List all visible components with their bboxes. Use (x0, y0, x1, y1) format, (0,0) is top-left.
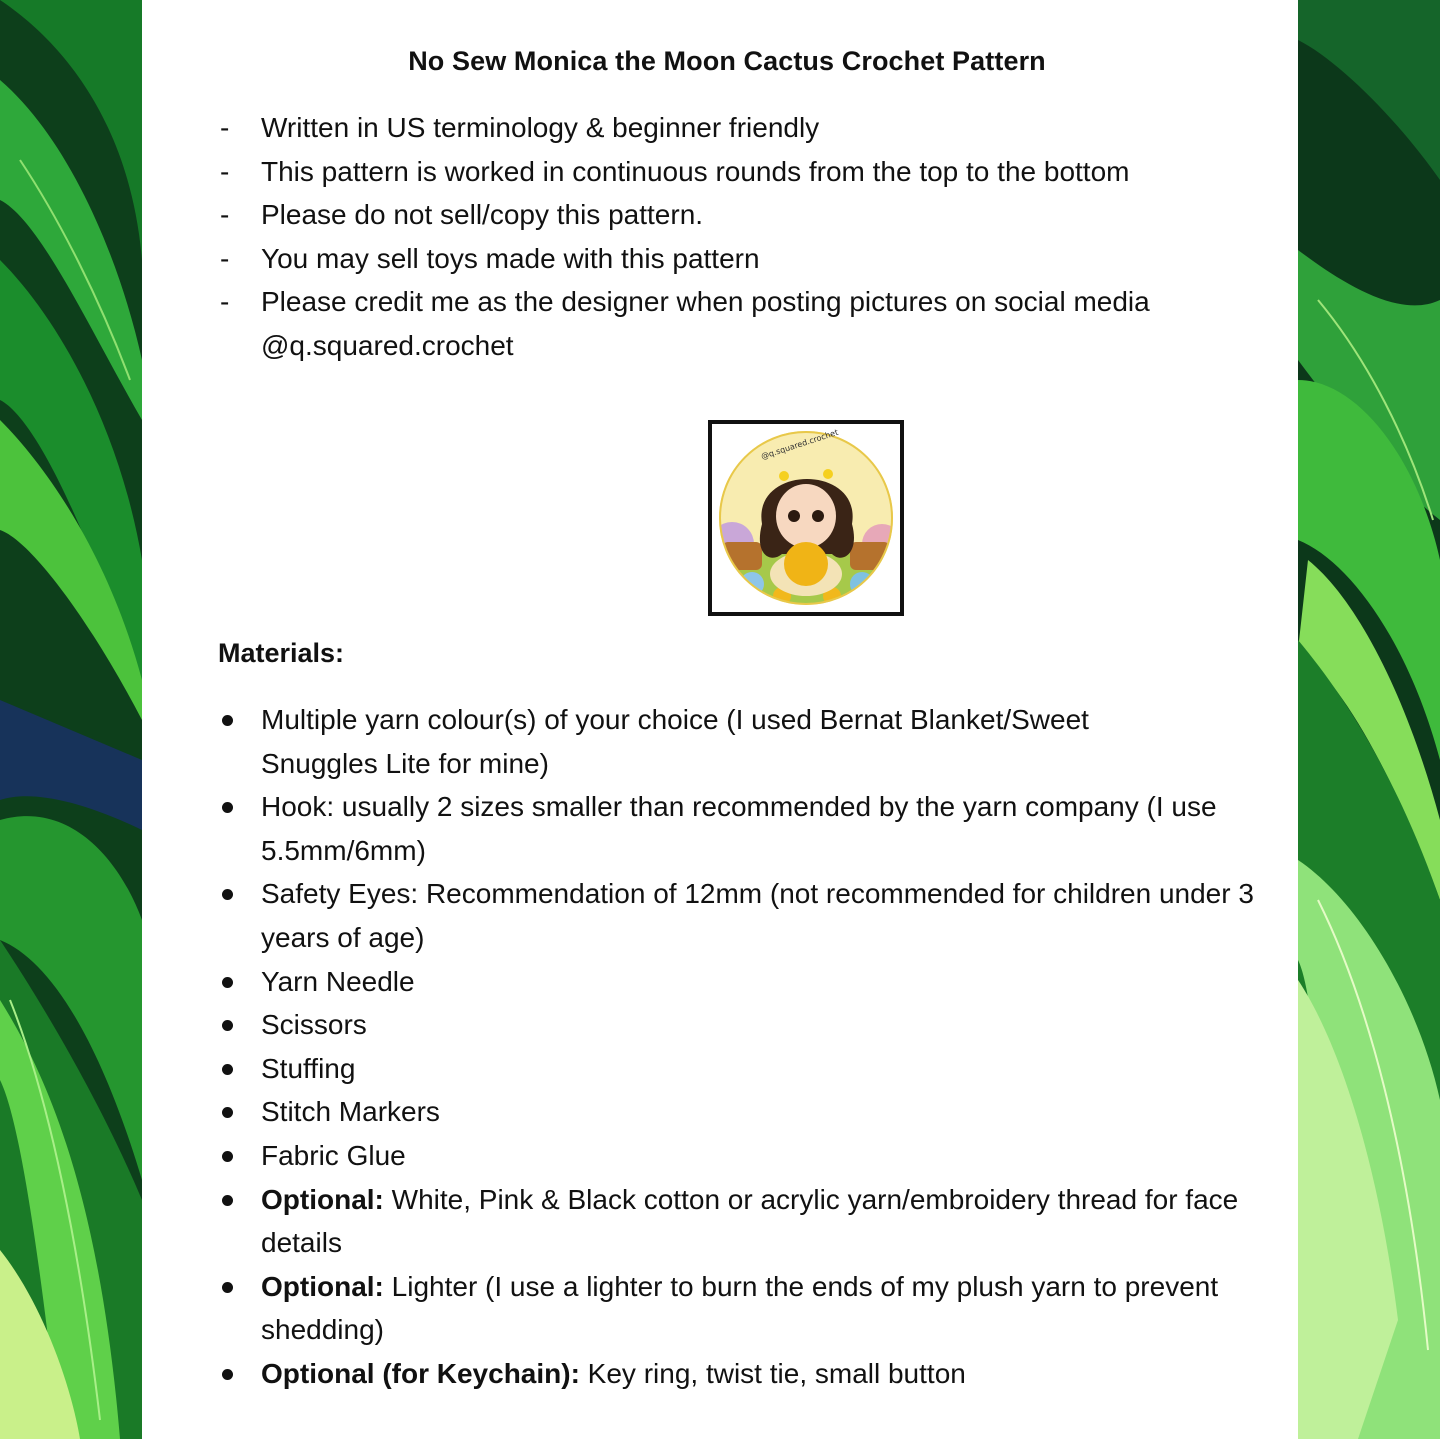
materials-heading: Materials: (218, 638, 345, 668)
bullet-icon (222, 1020, 233, 1031)
list-item: - This pattern is worked in continuous rounds from the top to the bottom (216, 150, 1236, 194)
list-item: - You may sell toys made with this pattern (216, 237, 1236, 281)
list-item: - Please do not sell/copy this pattern. (216, 193, 1236, 237)
logo-watermark: @q.squared.crochet (760, 427, 840, 462)
bullet-icon (222, 1151, 233, 1162)
intro-list (216, 106, 1236, 368)
list-item: Safety Eyes: Recommendation of 12mm (not recommended for children under 3 years of age) (216, 872, 1261, 959)
list-item: - Please credit me as the designer when posting pictures on social media @q.squared.crochet (216, 280, 1221, 367)
materials-list (216, 698, 1276, 1396)
list-item: Optional (for Keychain): Key ring, twist tie, small button (216, 1352, 1276, 1396)
list-item: Optional: White, Pink & Black cotton or acrylic yarn/embroidery thread for face details (216, 1178, 1291, 1265)
bullet-icon (222, 1369, 233, 1380)
list-item: Scissors (216, 1003, 1276, 1047)
list-item: Yarn Needle (216, 960, 1276, 1004)
background-foliage-right (1298, 0, 1440, 1439)
dash-bullet: - (220, 199, 230, 231)
dash-bullet: - (220, 112, 230, 143)
list-item: Stuffing (216, 1047, 1276, 1091)
dash-bullet: - (220, 155, 230, 187)
bullet-icon (222, 802, 233, 813)
list-item: Hook: usually 2 sizes smaller than recommended by the yarn company (I use 5.5mm/6mm) (216, 785, 1251, 872)
list-item: - Written in US terminology & beginner friendly (216, 106, 1236, 150)
list-item: Optional: Lighter (I use a lighter to burn the ends of my plush yarn to prevent shedding) (216, 1265, 1221, 1352)
dash-bullet: - (220, 286, 230, 318)
bullet-icon (222, 1282, 233, 1293)
background-foliage-left (0, 0, 142, 1439)
list-item: Stitch Markers (216, 1090, 1276, 1134)
bullet-icon (222, 977, 233, 988)
bullet-icon (222, 1195, 233, 1206)
bullet-icon (222, 715, 233, 726)
dash-bullet: - (220, 242, 230, 274)
list-item: Fabric Glue (216, 1134, 1276, 1178)
list-item: Multiple yarn colour(s) of your choice (I used Bernat Blanket/Sweet Snuggles Lite for mine) (216, 698, 1181, 785)
bullet-icon (222, 889, 233, 900)
bullet-icon (222, 1064, 233, 1075)
pattern-page (142, 0, 1298, 1439)
designer-logo (708, 420, 904, 616)
page-title: No Sew Monica the Moon Cactus Crochet Pattern (408, 46, 1046, 76)
bullet-icon (222, 1107, 233, 1118)
